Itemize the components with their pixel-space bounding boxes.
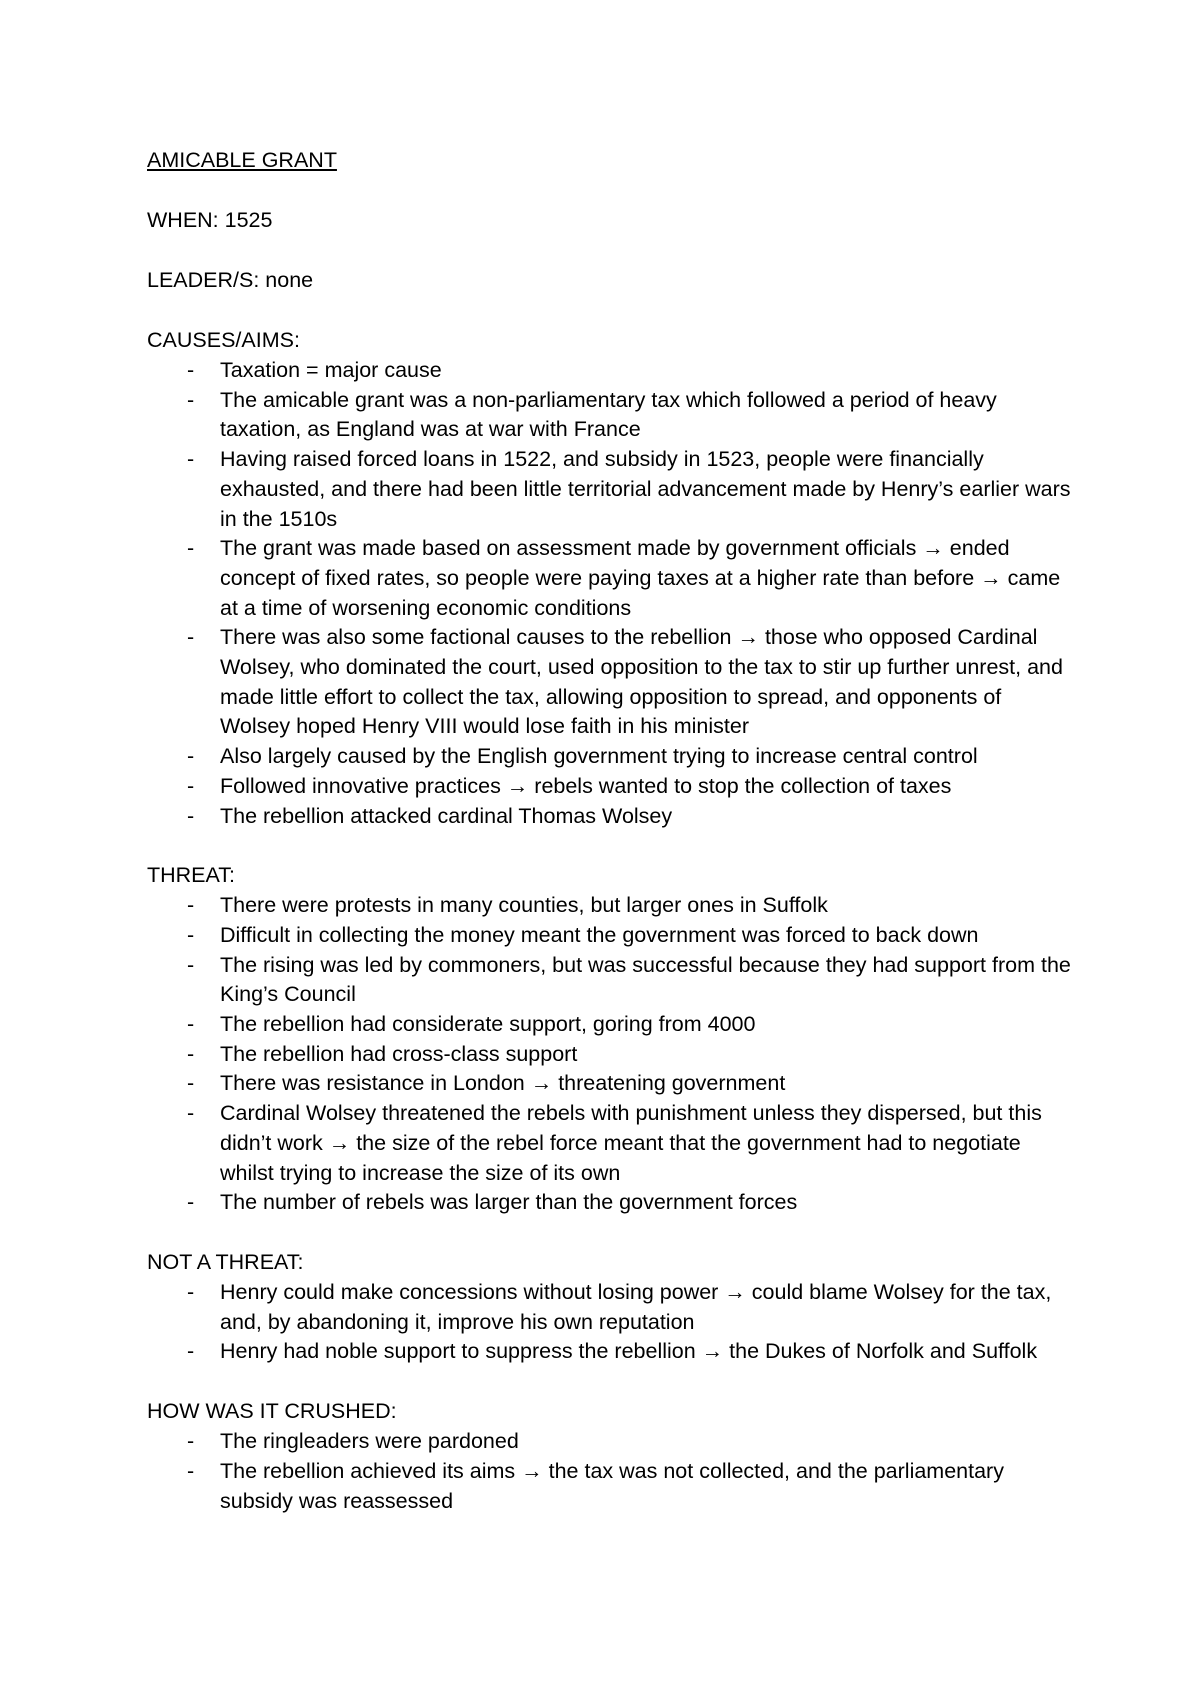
- section-how-crushed: [147, 1397, 1077, 1516]
- bullet-item: - The rising was led by commoners, but was successful because they had support from the King’s Council: [187, 952, 1071, 1007]
- bullet-item: - Also largely caused by the English government trying to increase central control: [187, 744, 978, 769]
- bullet-item: - The rebellion attacked cardinal Thomas Wolsey: [187, 803, 673, 828]
- bullet-item: - The amicable grant was a non-parliamentary tax which followed a period of heavy taxation, as England was at war with France: [187, 387, 997, 442]
- bullet-item: - Followed innovative practices → rebels wanted to stop the collection of taxes: [187, 773, 952, 798]
- bullet-item: - The number of rebels was larger than the government forces: [187, 1190, 798, 1215]
- bullet-item: - The rebellion had cross-class support: [187, 1041, 578, 1066]
- section-heading: NOT A THREAT:: [147, 1249, 304, 1274]
- bullet-list: [147, 356, 1077, 831]
- section-not-a-threat: [147, 1248, 1077, 1367]
- bullet-item: - Taxation = major cause: [187, 358, 442, 382]
- bullet-item: - Cardinal Wolsey threatened the rebels with punishment unless they dispersed, but this didn’t work → the size of the rebel force meant that the government had to negotiate whilst trying to increase the size of its own: [187, 1101, 1042, 1185]
- bullet-item: - There was resistance in London → threatening government: [187, 1071, 786, 1096]
- section-causes-aims: [147, 326, 1077, 831]
- bullet-item: - The ringleaders were pardoned: [187, 1429, 519, 1454]
- document-title: AMICABLE GRANT: [147, 148, 337, 172]
- bullet-item: - The rebellion achieved its aims → the tax was not collected, and the parliamentary subsidy was reassessed: [187, 1458, 1004, 1513]
- section-threat: [147, 861, 1077, 1218]
- leaders-field: LEADER/S: none: [147, 268, 314, 292]
- section-heading: THREAT:: [147, 863, 235, 888]
- bullet-item: - There were protests in many counties, but larger ones in Suffolk: [187, 893, 828, 918]
- bullet-item: - Difficult in collecting the money meant the government was forced to back down: [187, 922, 979, 947]
- bullet-item: - The grant was made based on assessment made by government officials → ended concept of fixed rates, so people were paying taxes at a higher rate than before → came at a time of worsening economic conditions: [187, 536, 1061, 620]
- document-page: [147, 146, 1077, 1546]
- bullet-item: - The rebellion had considerate support, goring from 4000: [187, 1012, 756, 1037]
- bullet-list: [147, 1278, 1077, 1367]
- bullet-item: - Having raised forced loans in 1522, and subsidy in 1523, people were financially exhausted, and there had been little territorial advancement made by Henry’s earlier wars in the 1510s: [187, 447, 1071, 531]
- bullet-list: [147, 1427, 1077, 1516]
- section-heading: HOW WAS IT CRUSHED:: [147, 1399, 397, 1424]
- bullet-list: [147, 891, 1077, 1218]
- when-field: WHEN: 1525: [147, 208, 273, 232]
- bullet-item: - There was also some factional causes to the rebellion → those who opposed Cardinal Wolsey, who dominated the court, used opposition to the tax to stir up further unrest, and made little effort to collect the tax, allowing opposition to spread, and opponents of Wolsey hoped Henry VIII would lose faith in his minister: [187, 625, 1063, 739]
- bullet-item: - Henry could make concessions without losing power → could blame Wolsey for the tax, and, by abandoning it, improve his own reputation: [187, 1279, 1052, 1334]
- section-heading: CAUSES/AIMS:: [147, 328, 300, 352]
- bullet-item: - Henry had noble support to suppress the rebellion → the Dukes of Norfolk and Suffolk: [187, 1339, 1038, 1364]
